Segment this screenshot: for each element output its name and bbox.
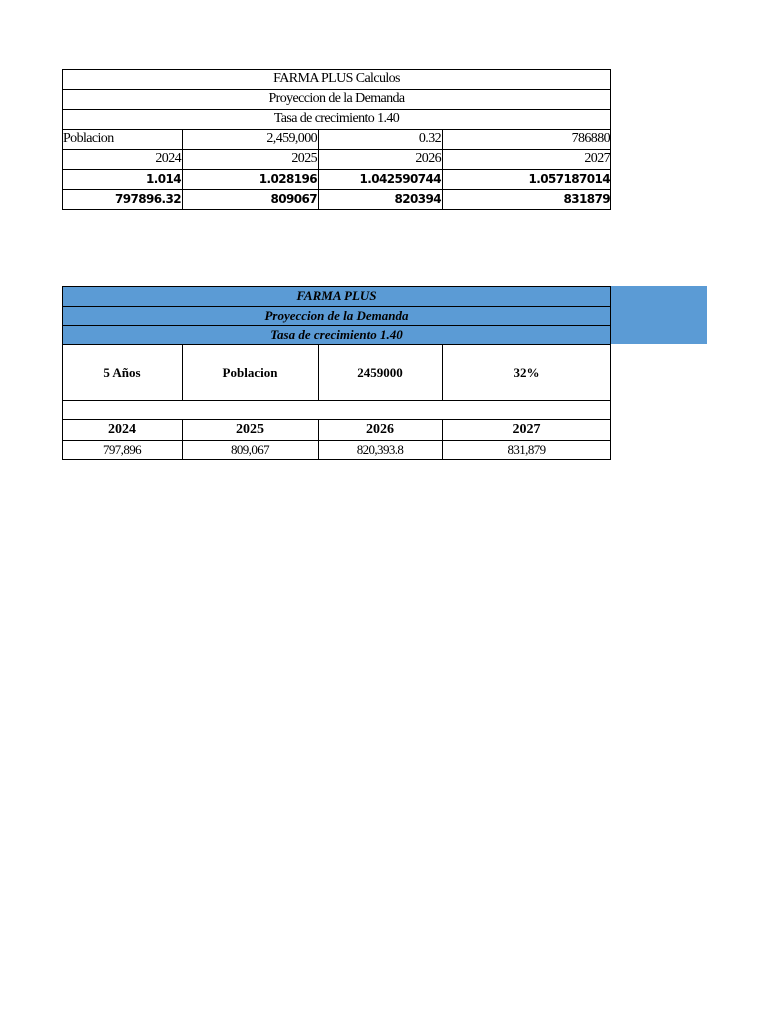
- grid-line: [62, 400, 611, 401]
- table2-rate-label: Tasa de crecimiento 1.40: [270, 326, 403, 342]
- table1-poblacion-value: 2,459,000: [266, 131, 317, 146]
- table2-header-cell: 32%: [513, 364, 540, 380]
- grid-line: [62, 440, 611, 441]
- table1-poblacion-label: Poblacion: [63, 131, 114, 146]
- table2-header-cell: 2459000: [357, 364, 403, 380]
- grid-line: [62, 129, 611, 130]
- grid-line: [62, 419, 611, 420]
- grid-line: [610, 286, 611, 460]
- table1-year-cell: 2027: [584, 151, 610, 166]
- table2-year-cell: 2026: [366, 422, 394, 437]
- grid-line: [62, 209, 611, 210]
- table1-title: FARMA PLUS Calculos: [273, 71, 400, 86]
- grid-line: [610, 69, 611, 210]
- table1-subtitle: Proyeccion de la Demanda: [268, 91, 405, 106]
- grid-line: [62, 89, 611, 90]
- grid-line: [442, 344, 443, 401]
- grid-line: [62, 149, 611, 150]
- grid-line: [62, 286, 63, 460]
- table1-factor-cell: 1.057187014: [528, 172, 610, 186]
- grid-line: [62, 169, 611, 170]
- table1-poblacion-rate: 0.32: [418, 131, 441, 146]
- table1-poblacion-result: 786880: [571, 131, 610, 146]
- grid-line: [318, 129, 319, 210]
- table1-factor-cell: 1.042590744: [359, 172, 441, 186]
- table2-year-cell: 2024: [108, 422, 136, 437]
- table1-value-cell: 831879: [563, 192, 610, 206]
- grid-line: [62, 286, 611, 287]
- table2-header-cell: Poblacion: [222, 364, 278, 380]
- grid-line: [62, 69, 611, 70]
- grid-line: [62, 459, 611, 460]
- grid-line: [62, 344, 611, 345]
- grid-line: [318, 419, 319, 460]
- grid-line: [182, 344, 183, 401]
- grid-line: [318, 344, 319, 401]
- table2-year-cell: 2027: [512, 422, 541, 437]
- table1-year-cell: 2026: [415, 151, 441, 166]
- table1-year-cell: 2025: [291, 151, 317, 166]
- table1-value-cell: 797896.32: [115, 192, 181, 206]
- table2-year-cell: 2025: [236, 422, 264, 437]
- table2-value-cell: 831,879: [507, 441, 546, 457]
- table2-value-cell: 820,393.8: [356, 441, 404, 457]
- table1-factor-cell: 1.028196: [258, 172, 317, 186]
- table2-title: FARMA PLUS: [296, 288, 377, 303]
- grid-line: [62, 306, 611, 307]
- table1-year-cell: 2024: [155, 151, 181, 166]
- grid-line: [182, 419, 183, 460]
- grid-line: [442, 419, 443, 460]
- grid-line: [442, 129, 443, 210]
- table1-value-cell: 809067: [270, 192, 317, 206]
- table2-header-cell: 5 Años: [103, 364, 141, 380]
- table1-value-cell: 820394: [394, 192, 441, 206]
- table2-value-cell: 797,896: [102, 441, 142, 457]
- table1-factor-cell: 1.014: [146, 172, 181, 186]
- table2-subtitle: Proyeccion de la Demanda: [264, 307, 409, 323]
- grid-line: [182, 129, 183, 210]
- table1-rate-label: Tasa de crecimiento 1.40: [273, 111, 400, 126]
- grid-line: [62, 189, 611, 190]
- table2-value-cell: 809,067: [230, 441, 270, 457]
- grid-line: [62, 109, 611, 110]
- grid-line: [62, 325, 611, 326]
- grid-line: [62, 69, 63, 210]
